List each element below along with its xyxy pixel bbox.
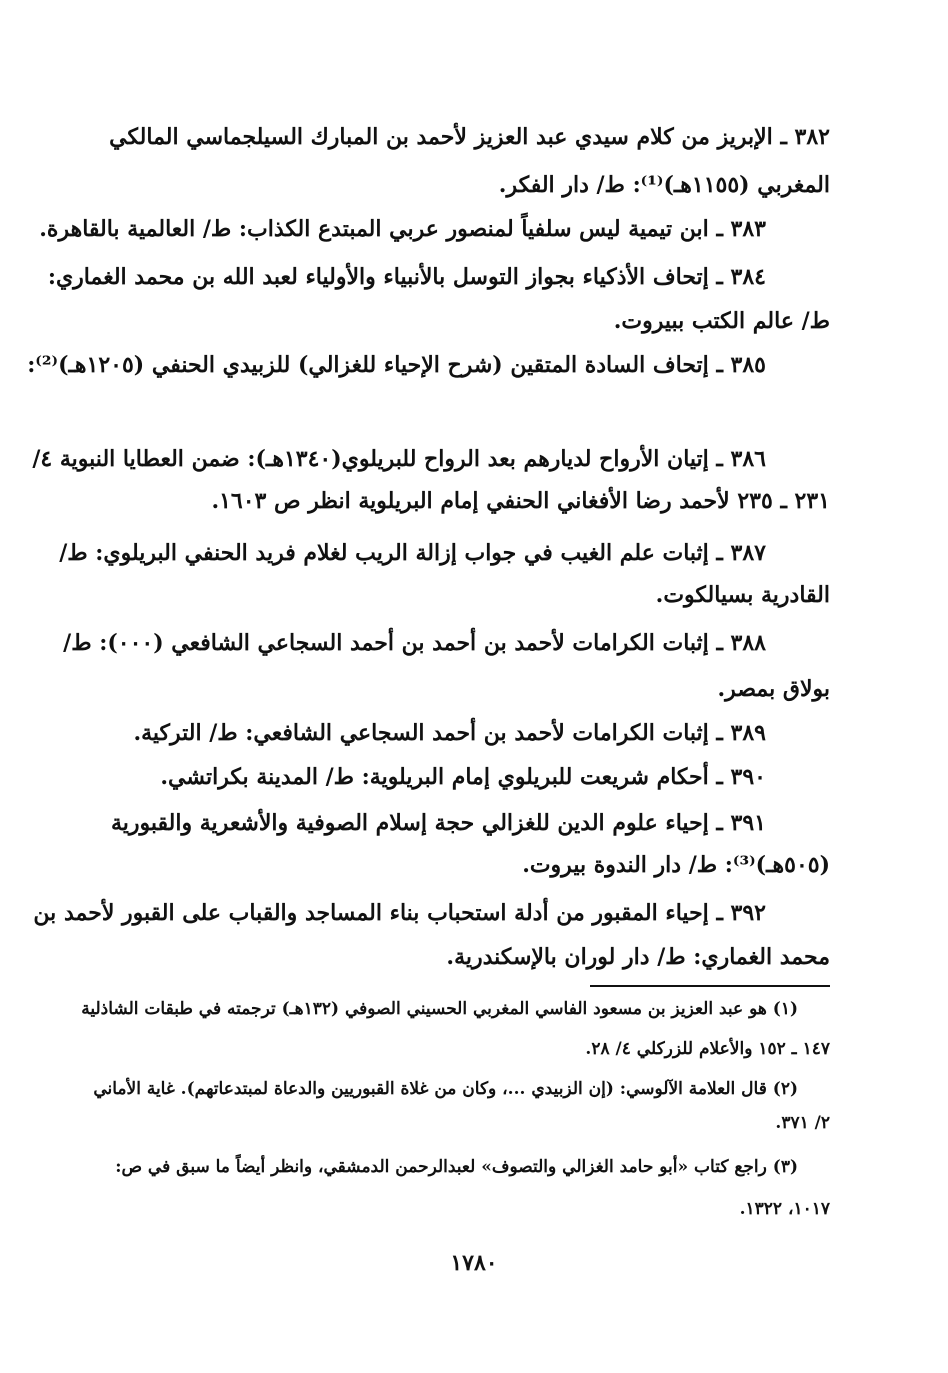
page-number: ١٧٨٠ [450,1250,498,1276]
entry-382-line-1: ٣٨٢ ـ الإبريز من كلام سيدي عبد العزيز لأحمد بن المبارك السيلجماسي المالكي [109,124,830,150]
entry-392-line-1: ٣٩٢ ـ إحياء المقبور من أدلة استحباب بناء المساجد والقباب على القبور لأحمد بن [33,900,766,926]
footnote-1-line-2: ١٤٧ ـ ١٥٢ والأعلام للزركلي ٤/ ٢٨. [585,1039,830,1059]
entry-391-line-2: (٥٠٥هـ)⁽³⁾: ط/ دار الندوة بيروت. [522,852,830,878]
footnote-1-line-1: (١) هو عبد العزيز بن مسعود الفاسي المغربي الحسيني الصوفي (١٣٢هـ) ترجمته في طبقات الشاذلية [81,999,798,1019]
entry-390-line-1: ٣٩٠ ـ أحكام شريعت للبريلوي إمام البريلوية: ط/ المدينة بكراتشي. [160,764,766,790]
entry-386-line-2: ٢٣١ ـ ٢٣٥ لأحمد رضا الأفغاني الحنفي إمام البريلوية انظر ص ١٦٠٣. [211,488,830,514]
entry-388-line-2: بولاق بمصر. [717,676,830,702]
footnote-separator [590,985,830,987]
entry-386-line-1: ٣٨٦ ـ إتيان الأرواح لديارهم بعد الرواح للبريلوي(١٣٤٠هـ): ضمن العطايا النبوية ٤/ [32,446,766,472]
footnote-3-line-1: (٣) راجع كتاب «أبو حامد الغزالي والتصوف» لعبدالرحمن الدمشقي، وانظر أيضاً ما سبق في ص: [115,1157,798,1177]
entry-387-line-2: القادرية بسيالكوت. [655,582,830,608]
entry-391-line-1: ٣٩١ ـ إحياء علوم الدين للغزالي حجة إسلام الصوفية والأشعرية والقبورية [110,810,766,836]
entry-383-line-1: ٣٨٣ ـ ابن تيمية ليس سلفياً لمنصور عربي المبتدع الكذاب: ط/ العالمية بالقاهرة. [39,216,766,242]
entry-385-line-1: ٣٨٥ ـ إتحاف السادة المتقين (شرح الإحياء للغزالي) للزبيدي الحنفي (١٢٠٥هـ)⁽²⁾: [27,352,766,378]
footnote-2-line-1: (٢) قال العلامة الآلوسي: (إن الزبيدي ...، وكان من غلاة القبوريين والدعاة لمبتدعاتهم). غاية الأماني [93,1079,798,1099]
entry-392-line-2: محمد الغماري: ط/ دار لوران بالإسكندرية. [446,944,830,970]
entry-388-line-1: ٣٨٨ ـ إثبات الكرامات لأحمد بن أحمد بن أحمد السجاعي الشافعي (٠٠٠): ط/ [63,630,766,656]
entry-389-line-1: ٣٨٩ ـ إثبات الكرامات لأحمد بن أحمد السجاعي الشافعي: ط/ التركية. [133,720,766,746]
entry-384-line-1: ٣٨٤ ـ إتحاف الأذكياء بجواز التوسل بالأنبياء والأولياء لعبد الله بن محمد الغماري: [47,264,766,290]
entry-387-line-1: ٣٨٧ ـ إثبات علم الغيب في جواب إزالة الريب لغلام فريد الحنفي البريلوي: ط/ [59,540,766,566]
entry-384-line-2: ط/ عالم الكتب ببيروت. [613,308,830,334]
entry-382-line-2: المغربي (١١٥٥هـ)⁽¹⁾: ط/ دار الفكر. [498,172,830,198]
footnote-2-line-2: ٢/ ٣٧١. [775,1113,830,1133]
footnote-3-line-2: ١٠١٧، ١٣٢٢. [739,1199,830,1219]
